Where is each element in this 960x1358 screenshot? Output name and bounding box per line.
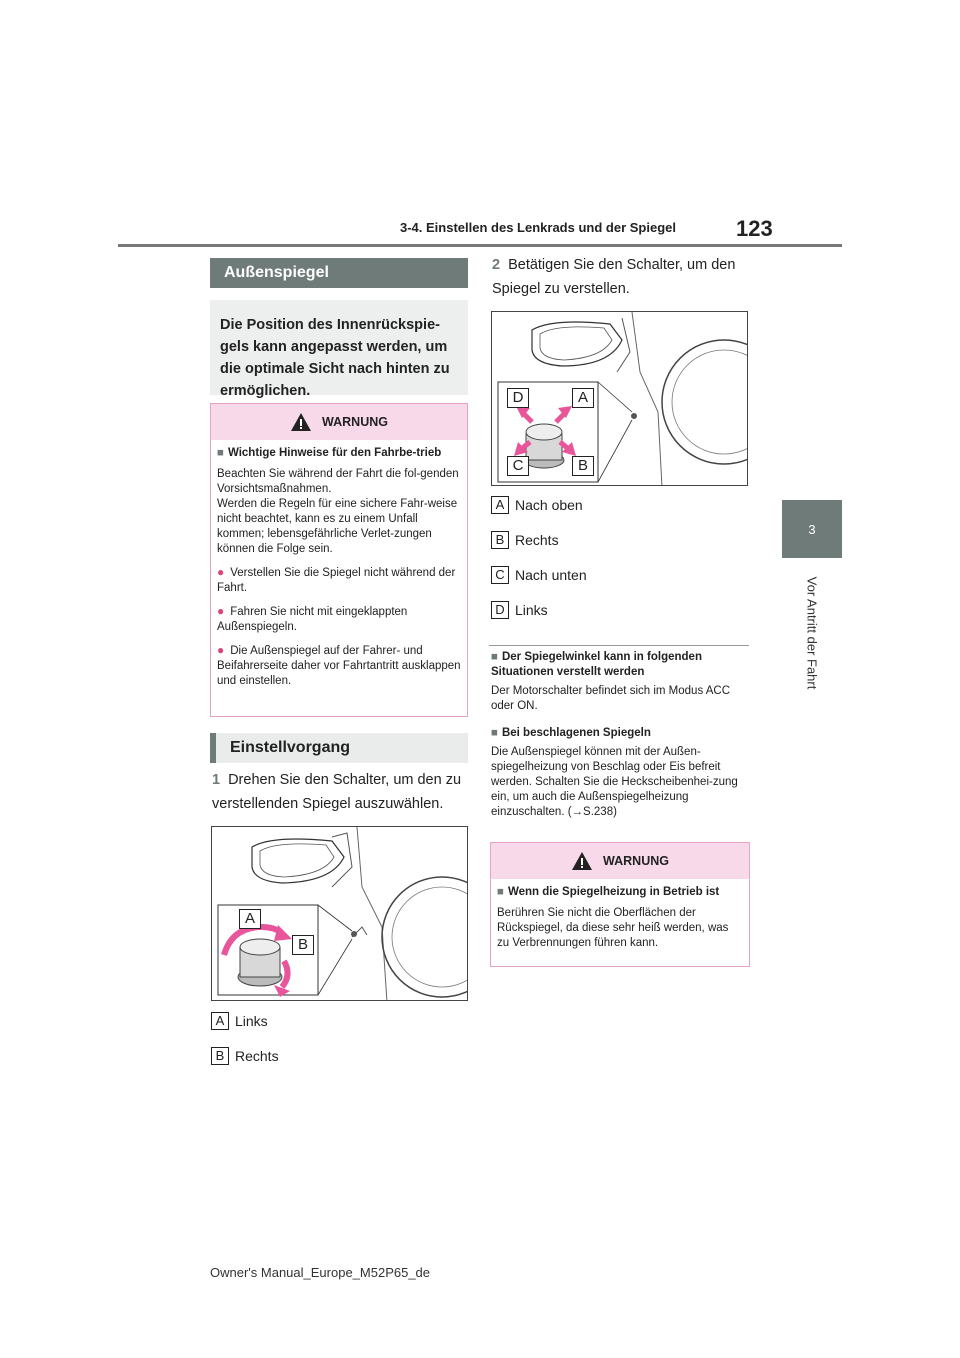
warning-triangle-icon — [290, 412, 312, 432]
warning-heading: Wichtige Hinweise für den Fahrbe-trieb — [227, 447, 442, 459]
section-title-aussenspiegel: Außenspiegel — [210, 258, 468, 288]
warning-label: WARNUNG — [322, 415, 388, 429]
warning-body — [211, 440, 467, 697]
warning-text-2: Werden die Regeln für eine sichere Fahr-weise nicht beachtet, kann es zu einem Unfall kommen; lebensgefährliche Verlet-zungen können die Folge sein. — [217, 498, 458, 555]
warning-heading-row — [497, 885, 743, 900]
figure-label-b: B — [292, 935, 314, 955]
dot-bullet-icon: ● — [217, 565, 225, 579]
step-2 — [492, 253, 750, 301]
warning-box-1 — [210, 403, 468, 717]
figure-label-d: D — [507, 388, 529, 408]
square-bullet-icon: ■ — [491, 651, 498, 663]
step-number: 2 — [492, 257, 501, 273]
warning-header — [211, 404, 467, 440]
warning-bullet: ● Die Außenspiegel auf der Fahrer- und Beifahrerseite daher vor Fahrtantritt ausklappen und einstellen. — [217, 643, 461, 687]
legend-item — [491, 566, 587, 584]
dot-bullet-icon: ● — [217, 643, 225, 657]
dot-bullet-icon: ● — [217, 604, 225, 618]
legend-text: Nach oben — [515, 497, 583, 513]
legend-letter: C — [491, 566, 509, 584]
step-text: Drehen Sie den Schalter, um den zu verstellenden Spiegel auszuwählen. — [212, 772, 462, 812]
square-bullet-icon: ■ — [491, 727, 498, 739]
legend-text: Nach unten — [515, 567, 587, 583]
note-heading-row — [491, 726, 749, 741]
legend-item — [211, 1047, 279, 1065]
page-number: 123 — [736, 216, 773, 241]
step-1 — [212, 768, 468, 816]
note-heading: Der Spiegelwinkel kann in folgenden Situationen verstellt werden — [491, 651, 702, 678]
note-heading-row — [491, 650, 749, 680]
step-number: 1 — [212, 772, 221, 788]
warning-text: Berühren Sie nicht die Oberflächen der Rückspiegel, da diese sehr heiß werden, was zu Verbrennungen führen kann. — [497, 907, 729, 949]
warning-header — [491, 843, 749, 879]
warning-heading: Wenn die Spiegelheizung in Betrieb ist — [507, 886, 720, 898]
legend-text: Links — [515, 602, 548, 618]
legend-letter: A — [491, 496, 509, 514]
square-bullet-icon: ■ — [497, 886, 504, 898]
legend-text: Rechts — [235, 1048, 279, 1064]
side-tab-label: Vor Antritt der Fahrt — [804, 576, 820, 689]
warning-box-2 — [490, 842, 750, 967]
figure-label-a: A — [239, 909, 261, 929]
header-rule — [118, 244, 842, 247]
figure-label-a: A — [572, 388, 594, 408]
warning-heading-row — [217, 446, 461, 461]
warning-bullet: ● Verstellen Sie die Spiegel nicht während der Fahrt. — [217, 565, 456, 594]
legend-item — [491, 601, 548, 619]
legend-item — [491, 531, 559, 549]
legend-text: Rechts — [515, 532, 559, 548]
note-text: Die Außenspiegel können mit der Außen-spiegelheizung von Beschlag oder Eis befreit werden. Schalten Sie die Heckscheibenhei-zung ein, um auch die Außenspiegelheizung einzuschalten. (→S.238) — [491, 746, 738, 818]
legend-item — [491, 496, 583, 514]
figure-label-b: B — [572, 456, 594, 476]
warning-body — [491, 879, 749, 959]
legend-letter: B — [491, 531, 509, 549]
figure-label-c: C — [507, 456, 529, 476]
figure-mirror-selector — [211, 826, 468, 1001]
legend-letter: D — [491, 601, 509, 619]
chapter-title: 3-4. Einstellen des Lenkrads und der Spiegel — [400, 220, 676, 235]
note-1 — [491, 650, 749, 714]
mirror-adjust-illustration — [492, 312, 748, 486]
intro-text: Die Position des Innenrückspie-gels kann angepasst werden, um die optimale Sicht nach hinten zu ermöglichen. — [220, 317, 450, 399]
side-tab-number: 3 — [782, 500, 842, 558]
warning-triangle-icon — [571, 851, 593, 871]
warning-bullet: ● Fahren Sie nicht mit eingeklappten Außenspiegeln. — [217, 604, 408, 633]
warning-label: WARNUNG — [603, 854, 669, 868]
note-text: Der Motorschalter befindet sich im Modus ACC oder ON. — [491, 685, 731, 712]
legend-letter: B — [211, 1047, 229, 1065]
footer-text: Owner's Manual_Europe_M52P65_de — [210, 1265, 431, 1280]
legend-text: Links — [235, 1013, 268, 1029]
section-title-einstellvorgang: Einstellvorgang — [210, 733, 468, 763]
step-text: Betätigen Sie den Schalter, um den Spiegel zu verstellen. — [492, 257, 736, 297]
warning-text-1: Beachten Sie während der Fahrt die fol-genden Vorsichtsmaßnahmen. — [217, 468, 459, 495]
legend-item — [211, 1012, 268, 1030]
square-bullet-icon: ■ — [217, 447, 224, 459]
figure-mirror-adjust — [491, 311, 748, 486]
note-2 — [491, 726, 749, 820]
notes-divider — [489, 645, 749, 646]
note-heading: Bei beschlagenen Spiegeln — [501, 727, 651, 739]
intro-box — [210, 300, 468, 399]
side-tab-text — [805, 565, 819, 700]
legend-letter: A — [211, 1012, 229, 1030]
